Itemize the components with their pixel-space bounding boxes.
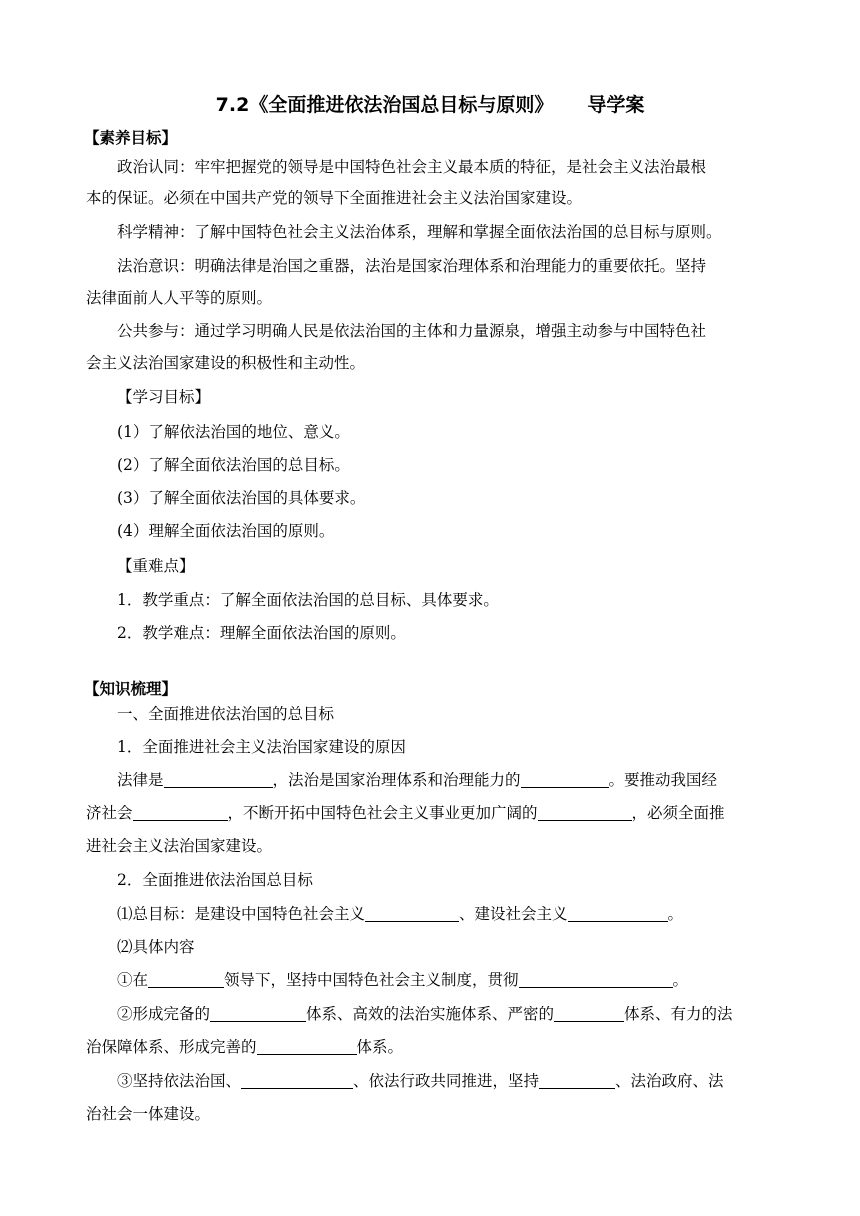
fill-paragraph-line: 法律是 ，法治是国家治理体系和治理能力的 。要推动我国经 [117, 771, 718, 789]
fill-blank[interactable] [133, 804, 228, 821]
section-heading: 一、全面推进依法治国的总目标 [117, 705, 335, 723]
fill-blank[interactable] [365, 905, 459, 922]
fill-paragraph-line: 治保障体系、形成完善的 体系。 [86, 1038, 404, 1056]
learning-item: (2）了解全面依法治国的总目标。 [117, 456, 350, 474]
page-title [0, 92, 860, 118]
fill-blank[interactable] [568, 905, 668, 922]
key-item: 1．教学重点：了解全面依法治国的总目标、具体要求。 [117, 591, 499, 609]
fill-blank[interactable] [521, 771, 609, 788]
learning-item: (1）了解依法治国的地位、意义。 [117, 423, 350, 441]
literacy-paragraph-2: 科学精神：了解中国特色社会主义法治体系，理解和掌握全面依法治国的总目标与原则。 [117, 223, 722, 241]
literacy-paragraph-4: 公共参与：通过学习明确人民是依法治国的主体和力量源泉，增强主动参与中国特色社 [117, 322, 707, 340]
learning-item: (4）理解全面依法治国的原则。 [117, 522, 335, 540]
knowledge-heading: 【知识梳理】 [84, 680, 178, 698]
key-item: 2．教学难点：理解全面依法治国的原则。 [117, 624, 406, 642]
fill-blank[interactable] [519, 971, 673, 988]
fill-blank[interactable] [241, 1072, 353, 1089]
literacy-paragraph-1: 政治认同：牢牢把握党的领导是中国特色社会主义最本质的特征，是社会主义法治最根 [117, 158, 707, 176]
fill-blank[interactable] [257, 1038, 357, 1055]
title-main: 7.2《全面推进依法治国总目标与原则》 [215, 94, 554, 116]
fill-blank[interactable] [210, 1005, 306, 1022]
fill-paragraph-line: 济社会 ，不断开拓中国特色社会主义事业更加广阔的 ，必须全面推 [86, 804, 725, 822]
fill-paragraph-line: ③坚持依法治国、 、依法行政共同推进，坚持 、法治政府、法 [117, 1072, 724, 1090]
literacy-paragraph-3: 法治意识：明确法律是治国之重器，法治是国家治理体系和治理能力的重要依托。坚持 [117, 257, 707, 275]
fill-blank[interactable] [538, 804, 632, 821]
fill-paragraph-line: ⑴总目标：是建设中国特色社会主义 、建设社会主义 。 [117, 905, 684, 923]
literacy-paragraph-4-cont: 会主义法治国家建设的积极性和主动性。 [86, 354, 366, 372]
title-suffix: 导学案 [587, 94, 645, 116]
learning-heading: 【学习目标】 [117, 388, 211, 406]
key-heading: 【重难点】 [117, 557, 195, 575]
paragraph-line: ⑵具体内容 [117, 938, 195, 956]
fill-blank[interactable] [148, 971, 224, 988]
literacy-heading: 【素养目标】 [84, 129, 178, 147]
paragraph-line: 治社会一体建设。 [86, 1105, 211, 1123]
literacy-paragraph-3-cont: 法律面前人人平等的原则。 [86, 289, 273, 307]
fill-blank[interactable] [554, 1005, 624, 1022]
literacy-paragraph-1-cont: 本的保证。必须在中国共产党的领导下全面推进社会主义法治国家建设。 [86, 189, 583, 207]
learning-item: (3）了解全面依法治国的具体要求。 [117, 489, 366, 507]
subsection-heading: 2．全面推进依法治国总目标 [117, 871, 313, 889]
paragraph-line: 进社会主义法治国家建设。 [86, 837, 273, 855]
fill-blank[interactable] [539, 1072, 615, 1089]
subsection-heading: 1．全面推进社会主义法治国家建设的原因 [117, 738, 406, 756]
fill-blank[interactable] [164, 771, 273, 788]
fill-paragraph-line: ①在 领导下，坚持中国特色社会主义制度，贯彻 。 [117, 971, 689, 989]
fill-paragraph-line: ②形成完备的 体系、高效的法治实施体系、严密的 体系、有力的法 [117, 1005, 733, 1023]
